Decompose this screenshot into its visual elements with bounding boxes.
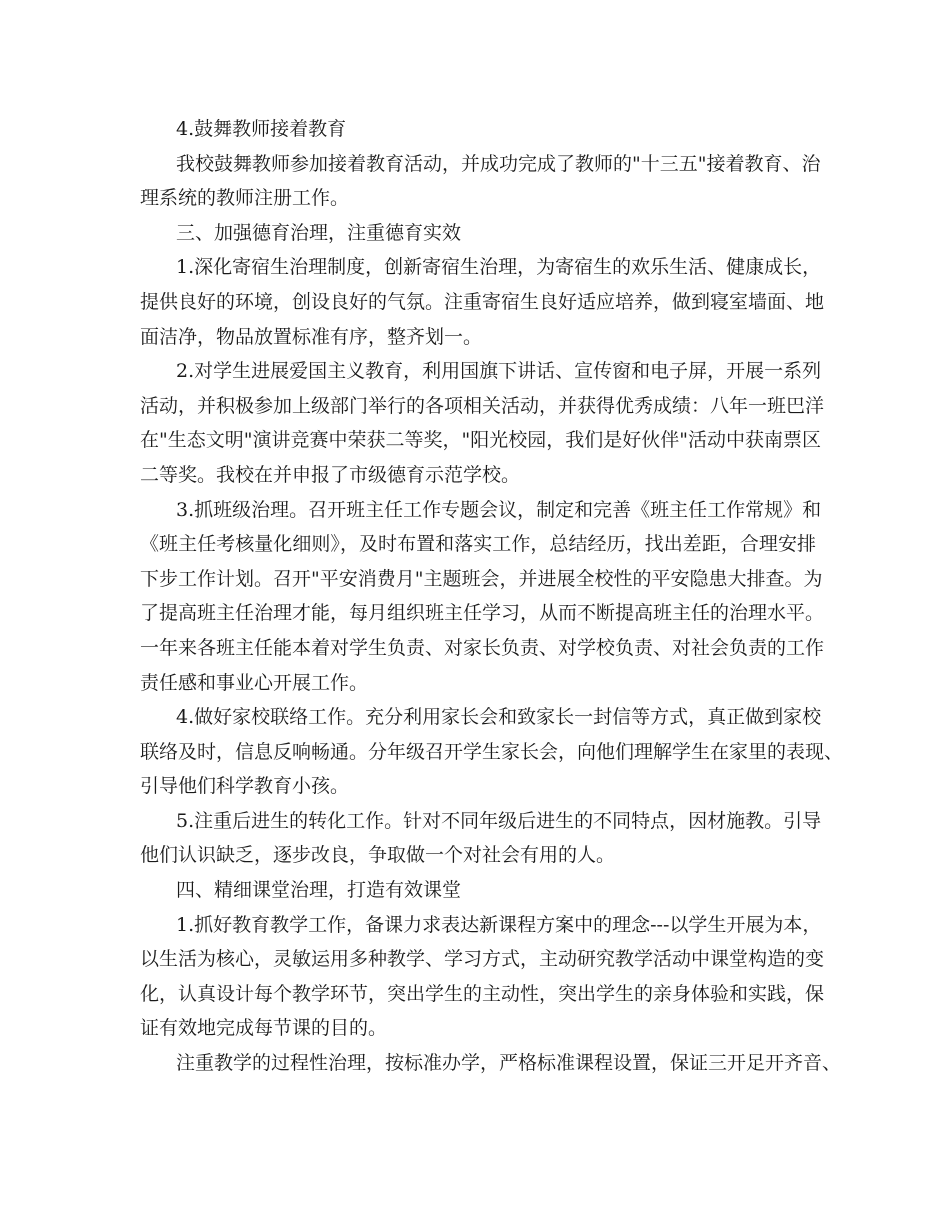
- text-line: 3.抓班级治理。召开班主任工作专题会议，制定和完善《班主任工作常规》和: [176, 498, 822, 521]
- document-body: [140, 112, 844, 1081]
- text-line: 5.注重后进生的转化工作。针对不同年级后进生的不同特点，因材施教。引导: [176, 809, 822, 832]
- text-line: 证有效地完成每节课的目的。: [140, 1017, 388, 1040]
- text-line: 化，认真设计每个教学环节，突出学生的主动性，突出学生的亲身体验和实践，保: [140, 982, 825, 1005]
- text-line: 引导他们科学教育小孩。: [140, 775, 350, 798]
- text-line: 理系统的教师注册工作。: [140, 187, 350, 210]
- text-line: 在"生态文明"演讲竞赛中荣获二等奖，"阳光校园，我们是好伙伴"活动中获南票区: [140, 429, 821, 452]
- text-line: 4.做好家校联络工作。充分利用家长会和致家长一封信等方式，真正做到家校: [176, 706, 822, 729]
- text-line: 《班主任考核量化细则》，及时布置和落实工作，总结经历，找出差距，合理安排: [140, 533, 816, 556]
- text-line: 1.深化寄宿生治理制度，创新寄宿生治理，为寄宿生的欢乐生活、健康成长，: [176, 256, 822, 279]
- text-line: 联络及时，信息反响畅通。分年级召开学生家长会，向他们理解学生在家里的表现、: [140, 740, 844, 763]
- text-line: 活动，并积极参加上级部门举行的各项相关活动，并获得优秀成绩：八年一班巴洋: [140, 394, 825, 417]
- text-line: 面洁净，物品放置标准有序，整齐划一。: [140, 325, 483, 348]
- text-line: 1.抓好教育教学工作，备课力求表达新课程方案中的理念---以学生开展为本，: [176, 913, 822, 936]
- text-line: 我校鼓舞教师参加接着教育活动，并成功完成了教师的"十三五"接着教育、治: [176, 152, 821, 175]
- text-line: 责任感和事业心开展工作。: [140, 671, 369, 694]
- text-line: 二等奖。我校在并申报了市级德育示范学校。: [140, 463, 521, 486]
- text-line: 提供良好的环境，创设良好的气氛。注重寄宿生良好适应培养，做到寝室墙面、地: [140, 290, 825, 313]
- text-line: 一年来各班主任能本着对学生负责、对家长负责、对学校负责、对社会负责的工作: [140, 636, 825, 659]
- text-line: 他们认识缺乏，逐步改良，争取做一个对社会有用的人。: [140, 844, 616, 867]
- text-line: 2.对学生进展爱国主义教育，利用国旗下讲话、宣传窗和电子屏，开展一系列: [176, 360, 822, 383]
- text-line: 三、加强德育治理，注重德育实效: [176, 221, 462, 244]
- text-line: 了提高班主任治理才能，每月组织班主任学习，从而不断提高班主任的治理水平。: [140, 602, 825, 625]
- text-line: 以生活为核心，灵敏运用多种教学、学习方式，主动研究教学活动中课堂构造的变: [140, 948, 825, 971]
- text-line: 下步工作计划。召开"平安消费月"主题班会，并进展全校性的平安隐患大排查。为: [140, 567, 823, 590]
- text-line: 注重教学的过程性治理，按标准办学，严格标准课程设置，保证三开足开齐音、: [176, 1052, 842, 1075]
- text-line: 4.鼓舞教师接着教育: [176, 118, 347, 140]
- text-line: 四、精细课堂治理，打造有效课堂: [176, 879, 462, 902]
